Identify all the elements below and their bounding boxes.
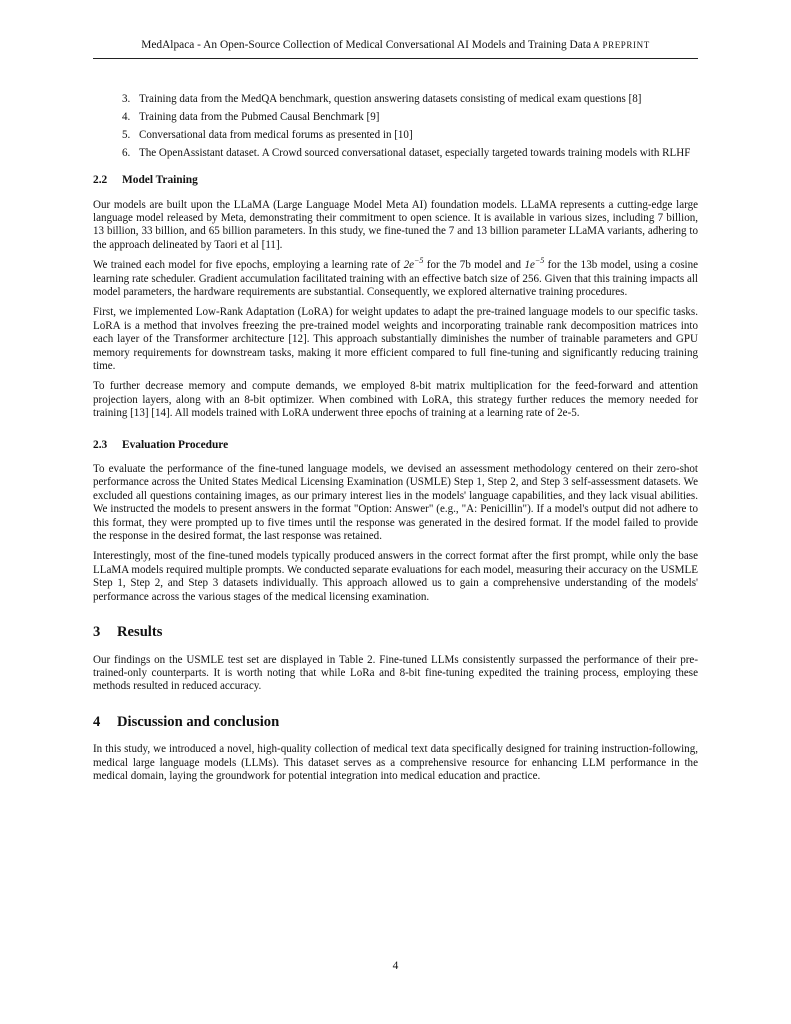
header-rule xyxy=(93,58,698,59)
list-item: 6. The OpenAssistant dataset. A Crowd sourced conversational dataset, especially targeted towards training models with RLHF xyxy=(122,146,691,159)
paragraph: Our findings on the USMLE test set are displayed in Table 2. Fine-tuned LLMs consistently surpassed the performance of their pre-trained-only counterparts. It is worth noting that while LoRa and 8-bit fine-tuning expedited the training process, employing these methods resulted in reduced accuracy. xyxy=(93,653,698,693)
list-item: 3. Training data from the MedQA benchmark, question answering datasets consisting of medical exam questions [8] xyxy=(122,93,642,105)
paragraph: To further decrease memory and compute demands, we employed 8-bit matrix multiplication for the feed-forward and attention projection layers, along with an 8-bit optimizer. When combined with LoRA, this strategy further reduces the memory needed for training [13] [14]. All models trained with LoRA underwent three epochs of training at a learning rate of 2e-5. xyxy=(93,380,698,420)
running-header xyxy=(93,37,698,53)
section-heading-results: 3 Results xyxy=(93,624,163,641)
paragraph: First, we implemented Low-Rank Adaptation (LoRA) for weight updates to adapt the pre-trained language models to our specific tasks. LoRA is a method that involves freezing the pre-trained model weights and incorporating trainable rank decomposition matrices into each layer of the Transformer architecture [12]. This approach substantially diminishes the number of trainable parameters and GPU memory requirements for downstream tasks, making it more efficient compared to full fine-tuning and significantly reducing training time. xyxy=(93,306,698,372)
paragraph: Our models are built upon the LLaMA (Large Language Model Meta AI) foundation models. LLaMA represents a cutting-edge large language model released by Meta, demonstrating their commitment to open science. It is available in various sizes, including 7 billion, 13 billion, 33 billion, and 65 billion parameters. In this study, we fine-tuned the 7 and 13 billion parameter LLaMA variants, adhering to the approach delineated by Taori et al [11]. xyxy=(93,198,698,251)
list-item: 5. Conversational data from medical forums as presented in [10] xyxy=(122,128,413,141)
section-heading-discussion: 4 Discussion and conclusion xyxy=(93,713,280,730)
header-title: MedAlpaca - An Open-Source Collection of Medical Conversational AI Models and Training Data xyxy=(141,39,592,51)
section-heading-evaluation: 2.3 Evaluation Procedure xyxy=(93,438,229,451)
header-tag: A PREPRINT xyxy=(593,40,650,50)
learning-rate-7b: $2e^{-5}$ xyxy=(403,256,424,272)
paragraph: In this study, we introduced a novel, high-quality collection of medical text data specifically designed for training instruction-following, medical large language models (LLMs). This dataset serves as a comprehensive resource for enhancing LLM performance in the medical domain, laying the groundwork for potential integration into medical education and practice. xyxy=(93,743,698,782)
paragraph: To evaluate the performance of the fine-tuned language models, we devised an assessment methodology centered on their zero-shot performance across the United States Medical Licensing Examination (USMLE) Step 1, Step 2, and Step 3 self-assessment datasets. We excluded all questions containing images, as our primary interest lies in the models' language capabilities, and they lack visual abilities. We instructed the models to present answers in the format "Option: Answer" (e.g., "A: Penicillin"). If a model's output did not adhere to this format, they were prompted up to five times until the response was generated in the desired format. If the model failed to provide the response in the desired format, the last response was retained. xyxy=(93,463,698,543)
section-heading-model-training: 2.2 Model Training xyxy=(93,174,198,187)
page-body xyxy=(93,93,698,790)
dataset-list xyxy=(93,93,698,160)
paragraph: We trained each model for five epochs, employing a learning rate of $2e^{-5}$ for the 7b model and $1e^{-5}$ for the 13b model, using a cosine learning rate scheduler. Gradient accumulation facilitated training with an effective batch size of 256. Given that this training impacts all model parameters, the hardware requirements are substantial. Consequently, we explored alternative training procedures. xyxy=(93,256,699,298)
paragraph: Interestingly, most of the fine-tuned models typically produced answers in the correct format after the first prompt, while only the base LLaMA models required multiple prompts. We conducted separate evaluations for each model, measuring their accuracy on the USMLE Step 1, Step 2, and Step 3 datasets individually. This approach allowed us to gain a comprehensive understanding of the models' performance across the various stages of the medical licensing examination. xyxy=(93,550,698,603)
list-item: 4. Training data from the Pubmed Causal Benchmark [9] xyxy=(122,110,380,123)
learning-rate-13b: $1e^{-5}$ xyxy=(524,256,545,272)
page-number: 4 xyxy=(392,960,399,972)
